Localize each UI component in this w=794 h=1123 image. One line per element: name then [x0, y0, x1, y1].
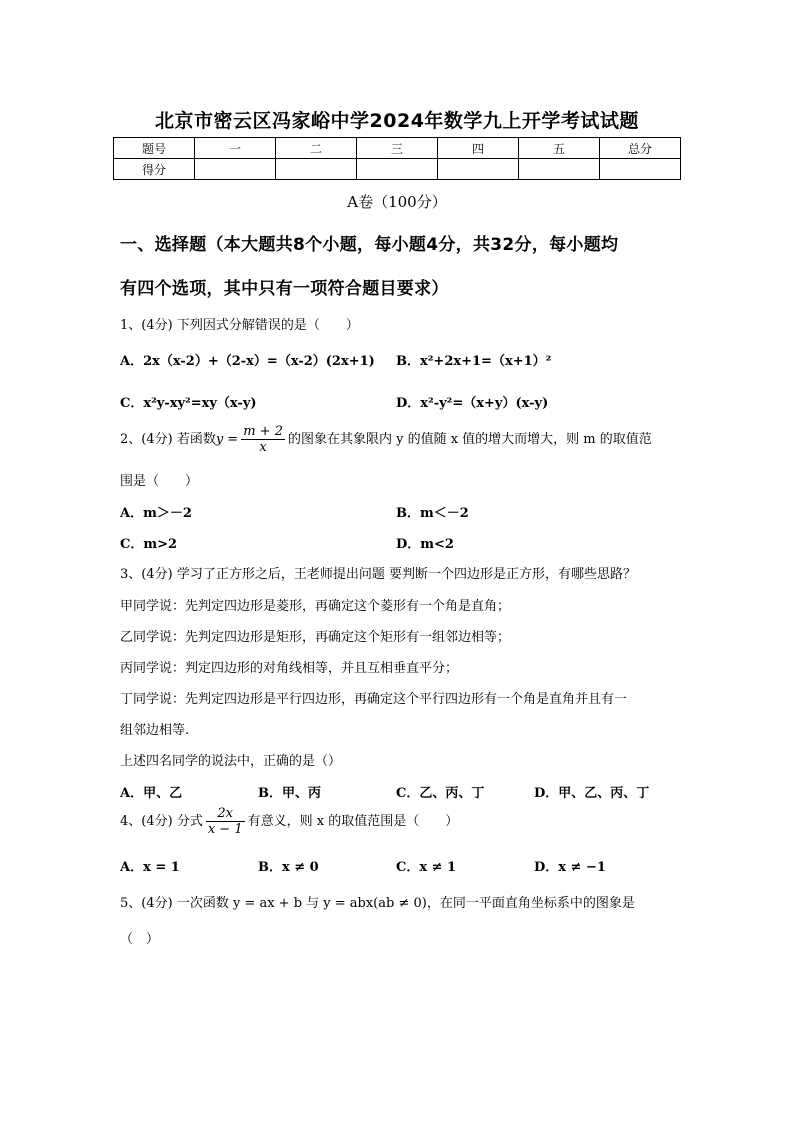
question-4-stem — [120, 806, 458, 837]
question-3-ask: 上述四名同学的说法中，正确的是（） — [120, 754, 342, 769]
score-cell — [276, 159, 357, 180]
question-2-prefix: 2、(4分) 若函数 — [120, 432, 216, 447]
score-cell — [438, 159, 519, 180]
table-header-cell: 二 — [276, 138, 357, 159]
score-cell — [519, 159, 600, 180]
question-4-prefix: 4、(4分) 分式 — [120, 814, 203, 829]
question-5-line2: （ ） — [120, 932, 160, 947]
page-title: 北京市密云区冯家峪中学2024年数学九上开学考试试题 — [155, 110, 639, 132]
fraction-denominator: x − 1 — [207, 822, 243, 837]
question-2-option-b: B．m＜－2 — [396, 506, 469, 521]
question-1-option-c: C．x²y-xy²=xy（x-y) — [120, 396, 257, 411]
table-header-cell: 五 — [519, 138, 600, 159]
question-4-option-b: B．x ≠ 0 — [258, 860, 319, 875]
question-4-option-d: D．x ≠ −1 — [534, 860, 606, 875]
table-row — [114, 138, 681, 159]
part-a-heading: A卷（100分） — [347, 193, 447, 211]
question-3-stem: 3、(4分) 学习了正方形之后，王老师提出问题 要判断一个四边形是正方形，有哪些思路？ — [120, 567, 636, 582]
score-table — [113, 137, 681, 180]
question-1-option-b: B．x²+2x+1=（x+1）² — [396, 354, 552, 369]
question-3-statement-yi: 乙同学说：先判定四边形是矩形，再确定这个矩形有一组邻边相等； — [120, 630, 511, 645]
question-2-option-c: C．m>2 — [120, 537, 178, 552]
question-2-option-d: D．m<2 — [396, 537, 454, 552]
table-header-cell: 题号 — [114, 138, 195, 159]
question-1-option-a: A．2x（x-2）+（2-x）=（x-2）(2x+1) — [120, 354, 375, 369]
score-cell — [600, 159, 681, 180]
section-heading-line2: 有四个选项，其中只有一项符合题目要求） — [120, 279, 449, 299]
question-3-option-c: C．乙、丙、丁 — [396, 786, 485, 801]
section-heading-line1: 一、选择题（本大题共8个小题，每小题4分，共32分，每小题均 — [120, 235, 619, 255]
question-2-suffix: 的图象在其象限内 y 的值随 x 值的增大而增大，则 m 的取值范 — [287, 432, 652, 447]
question-4-option-c: C．x ≠ 1 — [396, 860, 457, 875]
table-header-cell: 三 — [357, 138, 438, 159]
question-2-stem — [120, 424, 652, 455]
question-2-fraction — [241, 424, 285, 455]
question-4-suffix: 有意义，则 x 的取值范围是（ ） — [247, 814, 459, 829]
question-3-statement-ding-cont: 组邻边相等. — [120, 723, 190, 738]
question-2-line2: 围是（ ） — [120, 474, 199, 489]
table-header-cell: 四 — [438, 138, 519, 159]
score-cell — [195, 159, 276, 180]
question-2-lhs: y = — [215, 432, 239, 447]
question-3-option-d: D．甲、乙、丙、丁 — [534, 786, 650, 801]
question-2-option-a: A．m＞－2 — [120, 506, 192, 521]
fraction-numerator: 2x — [206, 806, 245, 822]
question-4-fraction — [206, 806, 245, 837]
score-cell — [357, 159, 438, 180]
question-3-statement-bing: 丙同学说：判定四边形的对角线相等，并且互相垂直平分； — [120, 661, 459, 676]
question-1-option-d: D．x²-y²=（x+y）(x-y) — [396, 396, 549, 411]
question-3-statement-jia: 甲同学说：先判定四边形是菱形，再确定这个菱形有一个角是直角； — [120, 599, 511, 614]
question-3-statement-ding: 丁同学说：先判定四边形是平行四边形，再确定这个平行四边形有一个角是直角并且有一 — [120, 692, 628, 707]
question-3-option-a: A．甲、乙 — [120, 786, 183, 801]
question-4-option-a: A．x = 1 — [120, 860, 180, 875]
table-row-label: 得分 — [114, 159, 195, 180]
question-1-stem: 1、(4分) 下列因式分解错误的是（ ） — [120, 318, 359, 333]
fraction-denominator: x — [259, 440, 267, 455]
table-header-cell: 一 — [195, 138, 276, 159]
table-row — [114, 159, 681, 180]
table-header-cell: 总分 — [600, 138, 681, 159]
question-5-stem: 5、(4分) 一次函数 y = ax + b 与 y = abx(ab ≠ 0)，在同一平面直角坐标系中的图象是 — [120, 896, 635, 911]
fraction-numerator: m + 2 — [243, 424, 283, 439]
question-3-option-b: B．甲、丙 — [258, 786, 321, 801]
